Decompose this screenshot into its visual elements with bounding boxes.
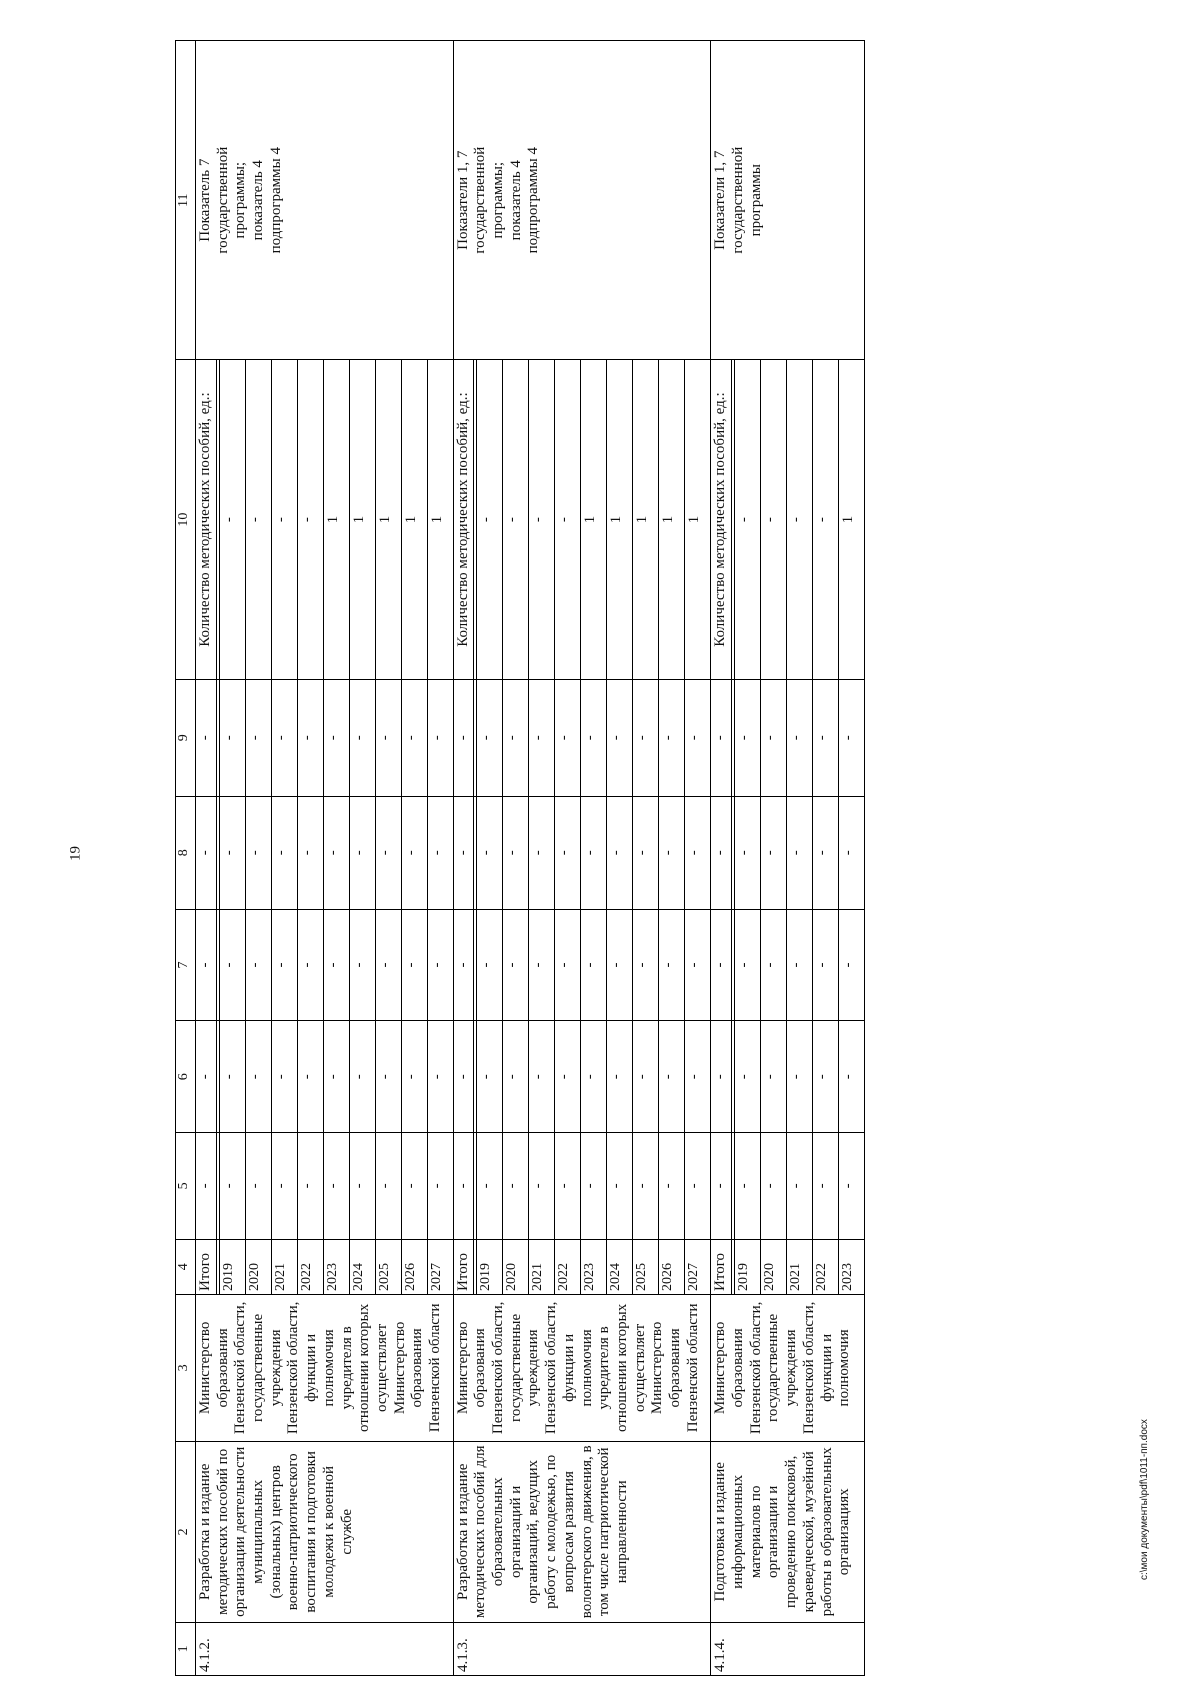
funding-cell: - [529, 796, 555, 909]
page-number: 19 [67, 846, 84, 861]
funding-cell: - [349, 796, 375, 909]
funding-cell: - [761, 679, 787, 796]
rotated-table-page [175, 40, 1195, 1676]
col-header: 4 [176, 1239, 196, 1294]
funding-cell: - [735, 679, 761, 796]
funding-cell: - [503, 796, 529, 909]
funding-cell: - [453, 1021, 474, 1133]
funding-cell: - [401, 796, 427, 909]
funding-cell: - [219, 679, 245, 796]
col-header: 8 [176, 796, 196, 909]
funding-cell: - [349, 679, 375, 796]
funding-cell: - [813, 1021, 839, 1133]
executor: Министерство образования Пензенской области, государственные учреждения Пензенской области, функции и полномочия [711, 1294, 865, 1441]
year-cell: 2020 [761, 1239, 787, 1294]
funding-cell: - [607, 1021, 633, 1133]
year-cell: 2022 [555, 1239, 581, 1294]
result-value: 1 [659, 360, 685, 679]
funding-cell: - [375, 796, 401, 909]
funding-cell: - [761, 1021, 787, 1133]
funding-cell: - [581, 679, 607, 796]
year-cell: 2019 [219, 1239, 245, 1294]
measure-number: 4.1.3. [453, 1622, 711, 1675]
funding-cell: - [711, 796, 732, 909]
result-value: - [787, 360, 813, 679]
funding-cell: - [659, 909, 685, 1021]
funding-cell: - [323, 679, 349, 796]
measures-table [175, 40, 865, 1676]
year-cell: 2024 [349, 1239, 375, 1294]
funding-cell: - [271, 909, 297, 1021]
funding-cell: - [219, 1133, 245, 1239]
result-value: - [297, 360, 323, 679]
footer-file-path: c:\мои документы\pdf\1011-пп.docx [1139, 1419, 1150, 1580]
result-value: 1 [323, 360, 349, 679]
year-cell: 2023 [581, 1239, 607, 1294]
funding-cell: - [503, 679, 529, 796]
funding-cell: - [245, 1133, 271, 1239]
funding-cell: - [453, 796, 474, 909]
year-cell: 2026 [401, 1239, 427, 1294]
year-cell: 2021 [529, 1239, 555, 1294]
result-value: - [503, 360, 529, 679]
year-cell: 2027 [685, 1239, 711, 1294]
year-cell: 2025 [633, 1239, 659, 1294]
col-header: 7 [176, 909, 196, 1021]
funding-cell: - [529, 1021, 555, 1133]
indicator-text: Показатели 1, 7 государственной программы [711, 41, 865, 360]
funding-cell: - [375, 909, 401, 1021]
measure-row [453, 41, 474, 1676]
year-cell: 2027 [427, 1239, 453, 1294]
funding-cell: - [607, 1133, 633, 1239]
funding-cell: - [245, 796, 271, 909]
funding-cell: - [633, 1021, 659, 1133]
funding-cell: - [349, 1021, 375, 1133]
funding-cell: - [529, 1133, 555, 1239]
funding-cell: - [477, 1133, 503, 1239]
funding-cell: - [196, 679, 217, 796]
funding-cell: - [427, 909, 453, 1021]
funding-cell: - [555, 1133, 581, 1239]
result-value: - [813, 360, 839, 679]
result-value: 1 [839, 360, 865, 679]
year-cell: 2020 [503, 1239, 529, 1294]
funding-cell: - [323, 1021, 349, 1133]
col-header: 11 [176, 41, 196, 360]
year-cell: 2019 [477, 1239, 503, 1294]
result-value: 1 [633, 360, 659, 679]
measure-row [196, 41, 217, 1676]
year-cell: 2021 [271, 1239, 297, 1294]
year-cell: 2026 [659, 1239, 685, 1294]
year-cell: 2024 [607, 1239, 633, 1294]
result-value: - [529, 360, 555, 679]
year-cell: 2025 [375, 1239, 401, 1294]
funding-cell: - [245, 909, 271, 1021]
result-value: 1 [349, 360, 375, 679]
funding-cell: - [607, 679, 633, 796]
result-value: 1 [375, 360, 401, 679]
funding-cell: - [633, 1133, 659, 1239]
funding-cell: - [685, 909, 711, 1021]
executor: Министерство образования Пензенской области, государственные учреждения Пензенской области, функции и полномочия учредителя в отношении которых осуществляет Министерство образования Пензенской области [453, 1294, 711, 1441]
funding-cell: - [711, 1133, 732, 1239]
indicator-text: Показатели 1, 7 государственной программы; показатель 4 подпрограммы 4 [453, 41, 711, 360]
funding-cell: - [529, 679, 555, 796]
funding-cell: - [607, 909, 633, 1021]
funding-cell: - [735, 909, 761, 1021]
funding-cell: - [427, 1133, 453, 1239]
funding-cell: - [761, 796, 787, 909]
funding-cell: - [735, 1133, 761, 1239]
funding-cell: - [839, 679, 865, 796]
funding-cell: - [297, 796, 323, 909]
total-label: Итого [711, 1239, 732, 1294]
result-label: Количество методических пособий, ед.: [453, 360, 474, 679]
col-header: 2 [176, 1441, 196, 1622]
funding-cell: - [219, 1021, 245, 1133]
funding-cell: - [401, 1133, 427, 1239]
funding-cell: - [581, 1021, 607, 1133]
measure-name: Разработка и издание методических пособий по организации деятельности муниципальных (зональных) центров военно-патриотического воспитания и подготовки молодежи к военной службе [196, 1441, 454, 1622]
measure-number: 4.1.2. [196, 1622, 454, 1675]
funding-cell: - [787, 1021, 813, 1133]
funding-cell: - [297, 1133, 323, 1239]
measure-name: Подготовка и издание информационных материалов по организации и проведению поисковой, краеведческой, музейной работы в образовательных организациях [711, 1441, 865, 1622]
funding-cell: - [581, 909, 607, 1021]
col-header: 3 [176, 1294, 196, 1441]
col-header: 9 [176, 679, 196, 796]
funding-cell: - [323, 796, 349, 909]
funding-cell: - [271, 796, 297, 909]
funding-cell: - [529, 909, 555, 1021]
year-cell: 2023 [839, 1239, 865, 1294]
year-cell: 2022 [813, 1239, 839, 1294]
funding-cell: - [271, 1021, 297, 1133]
funding-cell: - [761, 1133, 787, 1239]
measure-row [711, 41, 732, 1676]
result-value: - [555, 360, 581, 679]
year-cell: 2020 [245, 1239, 271, 1294]
funding-cell: - [787, 679, 813, 796]
funding-cell: - [711, 679, 732, 796]
funding-cell: - [196, 796, 217, 909]
funding-cell: - [219, 909, 245, 1021]
funding-cell: - [555, 796, 581, 909]
funding-cell: - [503, 909, 529, 1021]
col-header: 6 [176, 1021, 196, 1133]
funding-cell: - [633, 796, 659, 909]
result-value: - [735, 360, 761, 679]
result-value: - [245, 360, 271, 679]
funding-cell: - [323, 1133, 349, 1239]
funding-cell: - [813, 909, 839, 1021]
funding-cell: - [813, 679, 839, 796]
funding-cell: - [685, 796, 711, 909]
result-value: - [477, 360, 503, 679]
result-value: 1 [581, 360, 607, 679]
funding-cell: - [659, 1021, 685, 1133]
funding-cell: - [245, 1021, 271, 1133]
funding-cell: - [196, 1133, 217, 1239]
funding-cell: - [297, 909, 323, 1021]
funding-cell: - [349, 1133, 375, 1239]
year-cell: 2023 [323, 1239, 349, 1294]
funding-cell: - [477, 909, 503, 1021]
funding-cell: - [427, 796, 453, 909]
year-cell: 2021 [787, 1239, 813, 1294]
funding-cell: - [375, 1133, 401, 1239]
funding-cell: - [196, 1021, 217, 1133]
funding-cell: - [453, 909, 474, 1021]
funding-cell: - [271, 679, 297, 796]
funding-cell: - [787, 909, 813, 1021]
result-value: 1 [427, 360, 453, 679]
funding-cell: - [427, 679, 453, 796]
funding-cell: - [787, 1133, 813, 1239]
result-value: 1 [607, 360, 633, 679]
measure-name: Разработка и издание методических пособий для образовательных организаций и организаций, ведущих работу с молодежью, по вопросам развития волонтерского движения, в том числе патриотической направленности [453, 1441, 711, 1622]
funding-cell: - [503, 1133, 529, 1239]
year-cell: 2019 [735, 1239, 761, 1294]
funding-cell: - [839, 1021, 865, 1133]
funding-cell: - [477, 679, 503, 796]
funding-cell: - [839, 1133, 865, 1239]
funding-cell: - [581, 796, 607, 909]
funding-cell: - [659, 796, 685, 909]
funding-cell: - [245, 679, 271, 796]
funding-cell: - [219, 796, 245, 909]
funding-cell: - [196, 909, 217, 1021]
funding-cell: - [453, 1133, 474, 1239]
funding-cell: - [685, 1021, 711, 1133]
funding-cell: - [477, 796, 503, 909]
funding-cell: - [659, 679, 685, 796]
funding-cell: - [839, 909, 865, 1021]
funding-cell: - [761, 909, 787, 1021]
result-value: 1 [401, 360, 427, 679]
result-value: - [761, 360, 787, 679]
result-value: 1 [685, 360, 711, 679]
funding-cell: - [453, 679, 474, 796]
funding-cell: - [555, 679, 581, 796]
funding-cell: - [349, 909, 375, 1021]
indicator-text: Показатель 7 государственной программы; показатель 4 подпрограммы 4 [196, 41, 454, 360]
funding-cell: - [711, 1021, 732, 1133]
result-label: Количество методических пособий, ед.: [711, 360, 732, 679]
result-value: - [271, 360, 297, 679]
funding-cell: - [813, 796, 839, 909]
funding-cell: - [477, 1021, 503, 1133]
funding-cell: - [685, 1133, 711, 1239]
funding-cell: - [735, 1021, 761, 1133]
funding-cell: - [711, 909, 732, 1021]
funding-cell: - [659, 1133, 685, 1239]
col-header: 10 [176, 360, 196, 679]
col-header: 5 [176, 1133, 196, 1239]
funding-cell: - [297, 679, 323, 796]
executor: Министерство образования Пензенской области, государственные учреждения Пензенской области, функции и полномочия учредителя в отношении которых осуществляет Министерство образования Пензенской области [196, 1294, 454, 1441]
col-header: 1 [176, 1622, 196, 1675]
funding-cell: - [375, 679, 401, 796]
funding-cell: - [375, 1021, 401, 1133]
year-cell: 2022 [297, 1239, 323, 1294]
funding-cell: - [633, 679, 659, 796]
funding-cell: - [555, 1021, 581, 1133]
funding-cell: - [401, 909, 427, 1021]
funding-cell: - [685, 679, 711, 796]
funding-cell: - [787, 796, 813, 909]
funding-cell: - [427, 1021, 453, 1133]
funding-cell: - [813, 1133, 839, 1239]
total-label: Итого [196, 1239, 217, 1294]
funding-cell: - [401, 1021, 427, 1133]
funding-cell: - [633, 909, 659, 1021]
funding-cell: - [401, 679, 427, 796]
result-label: Количество методических пособий, ед.: [196, 360, 217, 679]
funding-cell: - [607, 796, 633, 909]
funding-cell: - [581, 1133, 607, 1239]
funding-cell: - [735, 796, 761, 909]
funding-cell: - [271, 1133, 297, 1239]
funding-cell: - [297, 1021, 323, 1133]
funding-cell: - [503, 1021, 529, 1133]
funding-cell: - [555, 909, 581, 1021]
result-value: - [219, 360, 245, 679]
total-label: Итого [453, 1239, 474, 1294]
funding-cell: - [839, 796, 865, 909]
measure-number: 4.1.4. [711, 1622, 865, 1675]
funding-cell: - [323, 909, 349, 1021]
column-number-row [176, 41, 196, 1676]
